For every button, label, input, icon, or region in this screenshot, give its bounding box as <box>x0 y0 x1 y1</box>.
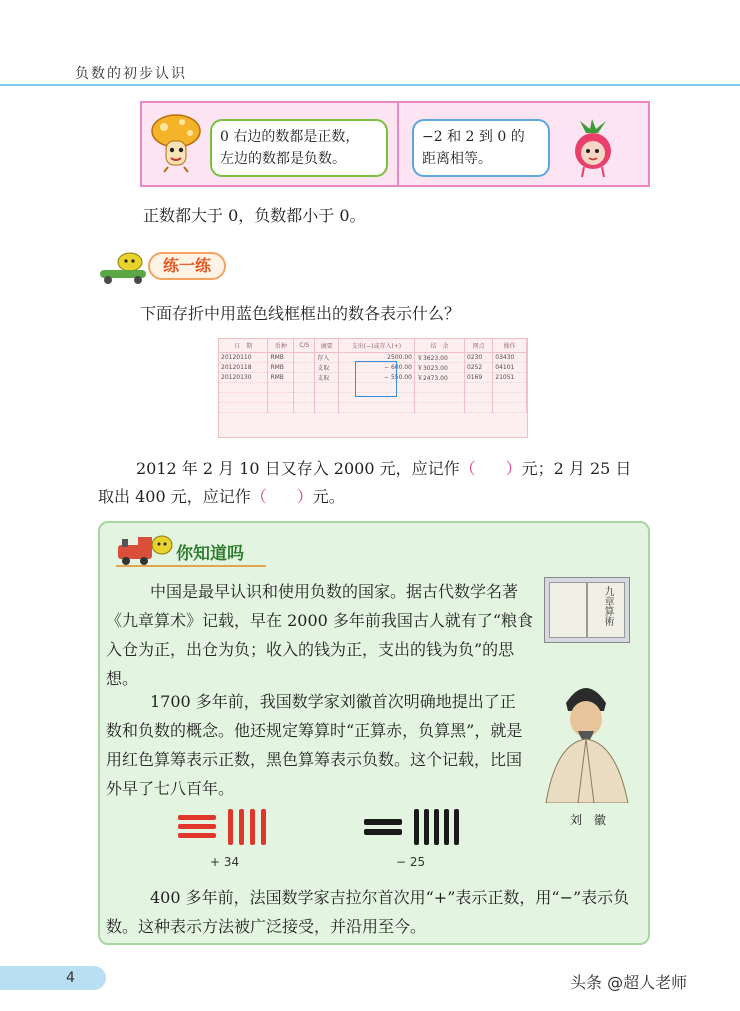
red-rod-vertical <box>239 809 244 845</box>
practice-heading <box>96 252 236 284</box>
red-rod-vertical <box>261 809 266 845</box>
watermark: 头条 @超人老师 <box>570 973 688 992</box>
header-divider <box>0 84 740 86</box>
black-rod-vertical <box>434 809 439 845</box>
ledger-balance: ￥3623.00 <box>414 352 464 362</box>
ledger-sn: 0169 <box>464 372 492 382</box>
ledger-date: 20120118 <box>219 362 268 372</box>
ledger-header-amount: 支出(−)或存入(+) <box>338 339 414 352</box>
mushroom-mascot-icon <box>150 113 202 173</box>
answer-paren-close: ） <box>296 487 313 506</box>
black-rod-horizontal <box>364 829 402 835</box>
ledger-amount: − 600.00 <box>338 362 414 372</box>
red-rod-vertical <box>228 809 233 845</box>
answer-paren-open: （ <box>250 487 267 506</box>
portrait-caption: 刘 徽 <box>570 813 610 827</box>
did-you-know-box <box>98 521 650 945</box>
right-speech-bubble <box>412 119 550 177</box>
answer-paren-close: ） <box>505 459 522 478</box>
book-title: 九章算術 <box>602 586 613 626</box>
page-number: 4 <box>0 966 106 990</box>
fill-text-2b: 元。 <box>312 487 345 506</box>
paragraph-1 <box>106 577 536 693</box>
ledger-note: 支取 <box>315 372 339 382</box>
black-rod-vertical <box>444 809 449 845</box>
statement-text: 正数都大于 0，负数都小于 0。 <box>143 206 366 225</box>
black-counting-rods-icon <box>364 807 464 847</box>
answer-paren-open: （ <box>459 459 476 478</box>
fill-text-1a: 2012 年 2 月 10 日又存入 2000 元，应记作 <box>136 459 460 478</box>
jiuzhang-book-image <box>544 577 630 643</box>
ledger-balance: ￥2473.00 <box>414 372 464 382</box>
right-tip-line1: −2 和 2 到 0 的 <box>422 129 525 145</box>
ledger-sn: 0252 <box>464 362 492 372</box>
ledger-header-date: 日 期 <box>219 339 268 352</box>
black-rod-vertical <box>454 809 459 845</box>
practice-label: 练一练 <box>148 252 226 280</box>
ledger-currency: RMB <box>268 352 294 362</box>
left-tip-line2: 左边的数都是负数。 <box>220 151 346 167</box>
right-tip-line2: 距离相等。 <box>422 151 492 167</box>
chapter-title: 负数的初步认识 <box>75 66 187 82</box>
red-rod-vertical <box>250 809 255 845</box>
ledger-date: 20120110 <box>219 352 268 362</box>
left-speech-bubble <box>210 119 388 177</box>
paragraph-3-text: 400 多年前，法国数学家吉拉尔首次用“+”表示正数，用“−”表示负数。这种表示方法被广泛接受，并沿用至今。 <box>106 888 630 936</box>
positive-34-label: + 34 <box>210 855 240 869</box>
passbook-image <box>218 338 528 438</box>
paragraph-1-text: 中国是最早认识和使用负数的国家。据古代数学名著《九章算术》记载，早在 2000 多年前我国古人就有了“粮食入仓为正，出仓为负；收入的钱为正，支出的钱为负”的思想。 <box>106 582 534 688</box>
liu-hui-portrait-image <box>536 673 636 803</box>
ledger-amount: − 550.00 <box>338 372 414 382</box>
ledger-sn: 0230 <box>464 352 492 362</box>
red-counting-rods-icon <box>178 807 278 847</box>
practice-question: 下面存折中用蓝色线框框出的数各表示什么？ <box>140 304 461 323</box>
ledger-amount: 2500.00 <box>338 352 414 362</box>
ledger-currency: RMB <box>268 362 294 372</box>
red-rod-horizontal <box>178 833 216 838</box>
ledger-header-oper: 操作 <box>493 339 527 352</box>
did-you-know-title: 你知道吗 <box>176 544 244 564</box>
cart-mascot-icon <box>96 252 154 284</box>
ledger-currency: RMB <box>268 372 294 382</box>
ledger-note: 支取 <box>315 362 339 372</box>
title-underline <box>116 565 266 567</box>
red-rod-horizontal <box>178 824 216 829</box>
ledger-op: 03430 <box>493 352 527 362</box>
ledger-header-balance: 结 余 <box>414 339 464 352</box>
black-rod-vertical <box>414 809 419 845</box>
tip-divider <box>397 103 399 185</box>
fill-line-1 <box>136 456 631 479</box>
black-rod-horizontal <box>364 819 402 825</box>
radish-mascot-icon <box>566 119 618 179</box>
ledger-header-currency: 币种 <box>268 339 294 352</box>
ledger-balance: ￥3023.00 <box>414 362 464 372</box>
ledger-note: 存入 <box>315 352 339 362</box>
ledger-date: 20120130 <box>219 372 268 382</box>
train-icon <box>114 531 176 567</box>
negative-25-label: − 25 <box>396 855 426 869</box>
paragraph-3 <box>106 883 636 941</box>
ledger-header-cs: C/S <box>294 339 315 352</box>
fill-line-2 <box>98 484 345 507</box>
fill-text-2a: 取出 400 元，应记作 <box>98 487 251 506</box>
ledger-header-notes: 摘要 <box>315 339 339 352</box>
paragraph-2 <box>106 687 526 803</box>
blue-highlight-box <box>355 361 397 397</box>
ledger-op: 21051 <box>493 372 527 382</box>
fill-text-1b: 元；2 月 25 日 <box>521 459 632 478</box>
tip-box <box>140 101 650 187</box>
left-tip-line1: 0 右边的数都是正数， <box>220 129 360 145</box>
black-rod-vertical <box>424 809 429 845</box>
red-rod-horizontal <box>178 815 216 820</box>
table-row <box>219 402 527 412</box>
ledger-header-sn: 网点 <box>464 339 492 352</box>
paragraph-2-text: 1700 多年前，我国数学家刘徽首次明确地提出了正数和负数的概念。他还规定筹算时“正算赤，负算黑”，就是用红色算筹表示正数，黑色算筹表示负数。这个记载，比国外早了七八百年。 <box>106 692 523 798</box>
ledger-op: 04101 <box>493 362 527 372</box>
